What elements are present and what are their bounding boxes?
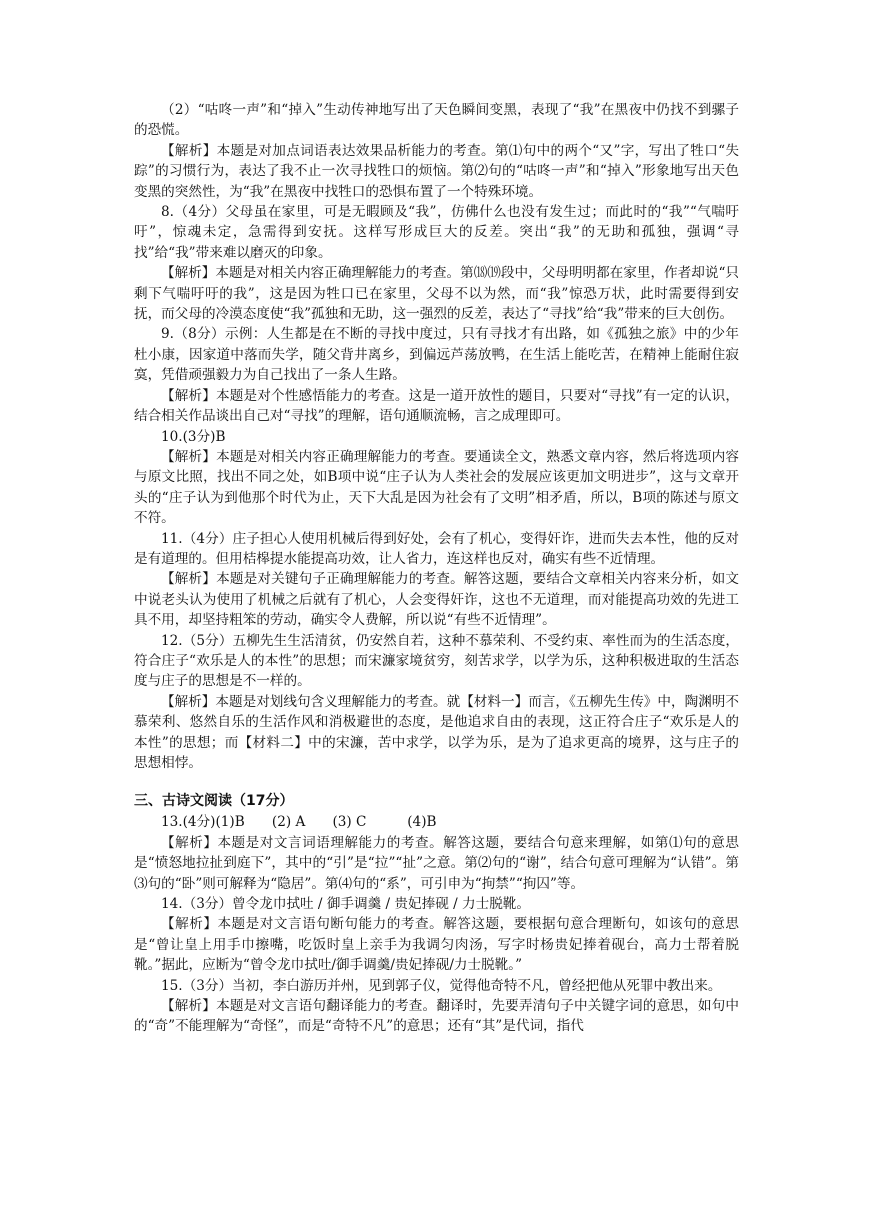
document-page [134,100,739,1037]
section-heading: 三、古诗文阅读（17分） [134,793,294,810]
answer-12: 12.（5分）五柳先生生活清贫，仍安然自若，这种不慕荣利、不受约束、率性而为的生活态度，符合庄子“欢乐是人的本性”的思想；而宋濂家境贫穷，刻苦求学，以学为乐，这种积极进取的生活态度与庄子的思想是不一样的。 [134,632,739,690]
analysis-7: 【解析】本题是对加点词语表达效果品析能力的考查。第⑴句中的两个“又”字，写出了牲口“失踪”的习惯行为，表达了我不止一次寻找牲口的烦恼。第⑵句的“咕咚一声”和“掉入”形象地写出天色变黑的突然性，为“我”在黑夜中找牲口的恐惧布置了一个特殊环境。 [134,142,739,200]
answer-8: 8.（4分）父母虽在家里，可是无暇顾及“我”，仿佛什么也没有发生过；而此时的“我”“气喘吁吁”，惊魂未定，急需得到安抚。这样写形成巨大的反差。突出“我”的无助和孤独，强调“寻找”给“我”带来难以磨灭的印象。 [134,204,739,261]
answer-10: 10.(3分)B [161,428,226,445]
analysis-10: 【解析】本题是对相关内容正确理解能力的考查。要通读全文，熟悉文章内容，然后将选项内容与原文比照，找出不同之处，如B项中说“庄子认为人类社会的发展应该更加文明进步”，这与文章开头的“庄子认为到他那个时代为止，天下大乱是因为社会有了文明”相矛盾，所以，B项的陈述与原文不符。 [134,448,739,527]
answer-11: 11.（4分）庄子担心人使用机械后得到好处，会有了机心，变得奸诈，进而失去本性，他的反对是有道理的。但用桔槔提水能提高功效，让人省力，连这样也反对，确实有些不近情理。 [134,530,739,567]
answer-7-2: （2）“咕咚一声”和“掉入”生动传神地写出了天色瞬间变黑，表现了“我”在黑夜中仍找不到骡子的恐慌。 [134,102,739,139]
analysis-14: 【解析】本题是对文言语句断句能力的考查。解答这题，要根据句意合理断句，如该句的意思是“曾让皇上用手巾擦嘴，吃饭时皇上亲手为我调匀肉汤，写字时杨贵妃捧着砚台，高力士帮着脱靴。”据此，应断为“曾令龙巾拭吐/御手调羹/贵妃捧砚/力士脱靴。” [134,916,739,974]
analysis-11: 【解析】本题是对关键句子正确理解能力的考查。解答这题，要结合文章相关内容来分析，如文中说老头认为使用了机械之后就有了机心，人会变得奸诈，这也不无道理，而对能提高功效的先进工具不用，却坚持粗笨的劳动，确实令人费解，所以说“有些不近情理”。 [134,571,739,629]
analysis-12: 【解析】本题是对划线句含义理解能力的考查。就【材料一】而言，《五柳先生传》中，陶渊明不慕荣利、悠然自乐的生活作风和消极避世的态度，是他追求自由的表现，这正符合庄子“欢乐是人的本性”的思想；而【材料二】中的宋濂，苦中求学，以学为乐，是为了追求更高的境界，这与庄子的思想相悖。 [134,693,739,771]
answer-13: 13.(4分)(1)B (2) A (3) C (4)B [161,814,437,831]
analysis-9: 【解析】本题是对个性感悟能力的考查。这是一道开放性的题目，只要对“寻找”有一定的认识，结合相关作品谈出自己对“寻找”的理解，语句通顺流畅，言之成理即可。 [134,387,739,425]
answer-15: 15.（3分）当初，李白游历并州，见到郭子仪，觉得他奇特不凡，曾经把他从死罪中教出来。 [161,977,722,994]
answer-14: 14.（3分）曾令龙巾拭吐 / 御手调羹 / 贵妃捧砚 / 力士脱靴。 [161,896,530,913]
analysis-8: 【解析】本题是对相关内容正确理解能力的考查。第⒅⒆段中，父母明明都在家里，作者却说“只剩下气喘吁吁的我”，这是因为牲口已在家里，父母不以为然，而“我”惊恐万状，此时需要得到安抚，而父母的冷漠态度使“我”孤独和无助，这一强烈的反差，表达了“寻找”给“我”带来的巨大创伤。 [134,265,739,323]
analysis-15: 【解析】本题是对文言语句翻译能力的考查。翻译时，先要弄清句子中关键字词的意思，如句中的“奇”不能理解为“奇怪”，而是“奇特不凡”的意思；还有“其”是代词，指代 [134,998,739,1035]
answer-9: 9.（8分）示例：人生都是在不断的寻找中度过，只有寻找才有出路，如《孤独之旅》中的少年杜小康，因家道中落而失学，随父背井离乡，到偏远芦荡放鸭，在生活上能吃苦，在精神上能耐住寂寞，凭借顽强毅力为自己找出了一条人生路。 [134,326,739,384]
analysis-13: 【解析】本题是对文言词语理解能力的考查。解答这题，要结合句意来理解，如第⑴句的意思是“愤怒地拉扯到庭下”，其中的“引”是“拉”“扯”之意。第⑵句的“谢”，结合句意可理解为“认错”。第⑶句的“卧”则可解释为“隐居”。第⑷句的“系”，可引申为“拘禁”“拘囚”等。 [134,834,739,892]
